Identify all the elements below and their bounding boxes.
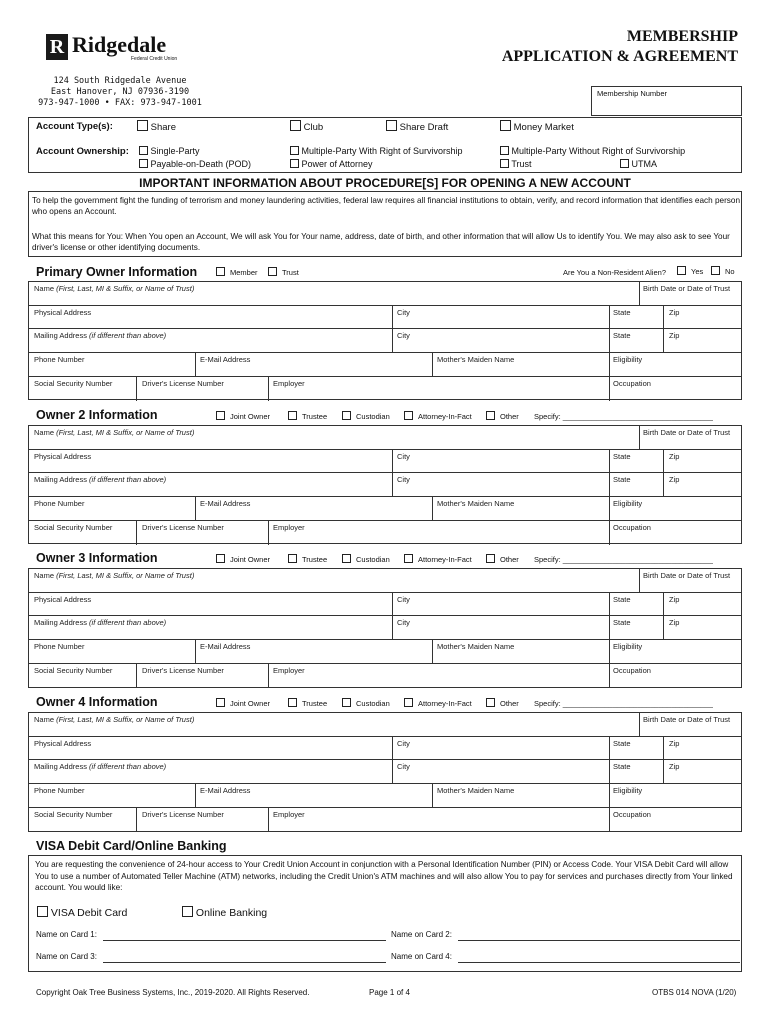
- col-divider: [136, 663, 137, 688]
- col-divider: [392, 736, 393, 783]
- mailing-state-field[interactable]: State: [613, 475, 631, 484]
- owner4-specify[interactable]: Specify: ____________________________________: [534, 699, 713, 708]
- checkbox[interactable]: [342, 698, 351, 707]
- col-divider: [432, 352, 433, 376]
- drivers-license-field[interactable]: Driver's License Number: [142, 379, 224, 388]
- drivers-license-field[interactable]: Driver's License Number: [142, 810, 224, 819]
- col-divider: [136, 807, 137, 832]
- mailing-state-field[interactable]: State: [613, 618, 631, 627]
- row-divider: [29, 736, 741, 737]
- important-heading: IMPORTANT INFORMATION ABOUT PROCEDURE[S] FOR OPENING A NEW ACCOUNT: [139, 176, 631, 190]
- checkbox[interactable]: [268, 267, 277, 276]
- physical-address-field[interactable]: Physical Address: [34, 308, 92, 317]
- account-type-label: Account Type(s):: [36, 121, 113, 132]
- col-divider: [663, 592, 664, 639]
- owner4-title: Owner 4 Information: [36, 695, 158, 709]
- col-divider: [663, 449, 664, 496]
- mailing-address-field[interactable]: [34, 331, 166, 340]
- checkbox[interactable]: [486, 698, 495, 707]
- zip-field[interactable]: Zip: [669, 595, 680, 604]
- option-label: Attorney-In-Fact: [418, 699, 472, 708]
- option-label: No: [725, 267, 735, 276]
- option-label: Power of Attorney: [301, 159, 373, 169]
- employer-field[interactable]: Employer: [273, 379, 305, 388]
- employer-field[interactable]: Employer: [273, 666, 305, 675]
- col-divider: [663, 736, 664, 783]
- form-title-line1: MEMBERSHIP: [626, 28, 738, 45]
- zip-field[interactable]: Zip: [669, 739, 680, 748]
- ssn-field[interactable]: Social Security Number: [34, 379, 113, 388]
- drivers-license-field[interactable]: Driver's License Number: [142, 666, 224, 675]
- option-label: Trust: [282, 268, 299, 277]
- checkbox[interactable]: [500, 120, 511, 131]
- field-label: Name: [34, 571, 57, 580]
- option-label: Custodian: [356, 555, 390, 564]
- field-label-note: (First, Last, MI & Suffix, or Name of Trust): [56, 715, 195, 724]
- primary-owner-block: [28, 281, 742, 400]
- card2-label: Name on Card 2:: [391, 930, 452, 939]
- owner4-block: [28, 712, 742, 832]
- row-divider: [29, 305, 741, 306]
- birth-date-field[interactable]: Birth Date or Date of Trust: [643, 284, 731, 293]
- col-divider: [392, 449, 393, 496]
- zip-field[interactable]: Zip: [669, 452, 680, 461]
- account-type-money-market[interactable]: [500, 120, 574, 133]
- employer-field[interactable]: Employer: [273, 523, 305, 532]
- eligibility-field[interactable]: Eligibility: [613, 786, 643, 795]
- state-field[interactable]: State: [613, 595, 631, 604]
- address-city: East Hanover, NJ 07936-3190: [50, 87, 190, 97]
- checkbox[interactable]: [404, 698, 413, 707]
- mailing-city-field[interactable]: City: [397, 618, 410, 627]
- option-label: VISA Debit Card: [50, 907, 128, 919]
- phone-field[interactable]: Phone Number: [34, 355, 85, 364]
- physical-address-field[interactable]: Physical Address: [34, 739, 92, 748]
- checkbox[interactable]: [139, 159, 148, 168]
- row-divider: [29, 449, 741, 450]
- address-phone: 973-947-1000 • FAX: 973-947-1001: [38, 98, 202, 108]
- ssn-field[interactable]: Social Security Number: [34, 666, 113, 675]
- eligibility-field[interactable]: Eligibility: [613, 642, 643, 651]
- checkbox[interactable]: [137, 120, 148, 131]
- brand-name: Ridgedale: [72, 32, 167, 57]
- row-divider: [29, 639, 741, 640]
- checkbox[interactable]: [216, 267, 225, 276]
- ownership-poa[interactable]: [290, 159, 373, 169]
- option-label: Trustee: [302, 555, 328, 564]
- footer-code: OTBS 014 NOVA (1/20): [652, 988, 737, 997]
- alien-yes[interactable]: [677, 266, 703, 276]
- col-divider: [268, 520, 269, 545]
- account-type-share[interactable]: [137, 120, 176, 133]
- owner3-custodian[interactable]: [342, 554, 390, 564]
- maiden-name-field[interactable]: Mother's Maiden Name: [437, 499, 515, 508]
- primary-member-option[interactable]: [216, 267, 258, 277]
- mailing-city-field[interactable]: City: [397, 762, 410, 771]
- ssn-field[interactable]: Social Security Number: [34, 810, 113, 819]
- card4-label: Name on Card 4:: [391, 952, 452, 961]
- field-label-note: (if different than above): [89, 618, 167, 627]
- checkbox[interactable]: [37, 906, 48, 917]
- row-divider: [29, 328, 741, 329]
- option-label: Attorney-In-Fact: [418, 555, 472, 564]
- field-label-note: (if different than above): [89, 331, 167, 340]
- ownership-pod[interactable]: [139, 159, 251, 169]
- owner2-title: Owner 2 Information: [36, 408, 158, 422]
- checkbox[interactable]: [404, 411, 413, 420]
- owner4-other[interactable]: [486, 698, 519, 708]
- option-label: Joint Owner: [230, 699, 271, 708]
- phone-field[interactable]: Phone Number: [34, 642, 85, 651]
- visa-debit-option[interactable]: [37, 906, 127, 919]
- option-label: Money Market: [513, 122, 574, 133]
- checkbox[interactable]: [620, 159, 629, 168]
- physical-address-field[interactable]: Physical Address: [34, 452, 92, 461]
- ownership-multi-without[interactable]: [500, 146, 685, 156]
- visa-title: VISA Debit Card/Online Banking: [36, 839, 227, 853]
- option-label: Trust: [511, 159, 532, 169]
- card1-label: Name on Card 1:: [36, 930, 97, 939]
- form-title-line2: APPLICATION & AGREEMENT: [501, 48, 738, 65]
- field-label: Mailing Address: [34, 618, 90, 627]
- occupation-field[interactable]: Occupation: [613, 666, 651, 675]
- checkbox[interactable]: [486, 411, 495, 420]
- row-divider: [29, 592, 741, 593]
- drivers-license-field[interactable]: Driver's License Number: [142, 523, 224, 532]
- checkbox[interactable]: [677, 266, 686, 275]
- checkbox[interactable]: [342, 554, 351, 563]
- membership-number-field[interactable]: [591, 86, 742, 116]
- option-label: Payable-on-Death (POD): [150, 159, 252, 169]
- owner3-attorney[interactable]: [404, 554, 472, 564]
- mailing-city-field[interactable]: City: [397, 475, 410, 484]
- important-para1: To help the government fight the funding of terrorism and money laundering activities, federal law requires all financial institutions to obtain, verify, and record information that identifies each person who opens an Account.: [32, 196, 741, 216]
- city-field[interactable]: City: [397, 739, 410, 748]
- row-divider: [29, 496, 741, 497]
- checkbox[interactable]: [288, 554, 297, 563]
- option-label: Share: [150, 122, 176, 133]
- email-field[interactable]: E-Mail Address: [200, 786, 251, 795]
- birth-date-field[interactable]: Birth Date or Date of Trust: [643, 715, 731, 724]
- checkbox[interactable]: [288, 698, 297, 707]
- option-label: Trustee: [302, 699, 328, 708]
- occupation-field[interactable]: Occupation: [613, 810, 651, 819]
- owner2-joint[interactable]: [216, 411, 270, 421]
- owner4-joint[interactable]: [216, 698, 270, 708]
- owner2-block: [28, 425, 742, 544]
- col-divider: [268, 807, 269, 832]
- row-divider: [29, 783, 741, 784]
- ownership-single[interactable]: [139, 146, 200, 156]
- option-label: Trustee: [302, 412, 328, 421]
- col-divider: [268, 663, 269, 688]
- col-divider: [609, 305, 610, 401]
- account-type-club[interactable]: [290, 120, 323, 133]
- card3-field[interactable]: [103, 962, 386, 963]
- col-divider: [195, 352, 196, 376]
- brand-logo: [46, 34, 186, 64]
- checkbox[interactable]: [139, 146, 148, 155]
- card1-field[interactable]: [103, 940, 386, 941]
- checkbox[interactable]: [290, 159, 299, 168]
- state-field[interactable]: State: [613, 308, 631, 317]
- mailing-zip-field[interactable]: Zip: [669, 475, 680, 484]
- mailing-state-field[interactable]: State: [613, 762, 631, 771]
- field-label-note: (First, Last, MI & Suffix, or Name of Trust): [56, 571, 195, 580]
- important-para2: What this means for You: When You open an Account, We will ask You for Your name, address, date of birth, and other information that will allow Us to identify You. We may also ask to see Your driver's license or other identifying documents.: [32, 232, 730, 252]
- card2-field[interactable]: [458, 940, 740, 941]
- row-divider: [29, 759, 741, 760]
- mailing-zip-field[interactable]: Zip: [669, 331, 680, 340]
- col-divider: [609, 592, 610, 688]
- card4-field[interactable]: [458, 962, 740, 963]
- eligibility-field[interactable]: Eligibility: [613, 499, 643, 508]
- option-label: Other: [500, 412, 519, 421]
- mailing-state-field[interactable]: State: [613, 331, 631, 340]
- owner2-specify[interactable]: Specify: ____________________________________: [534, 412, 713, 421]
- checkbox[interactable]: [711, 266, 720, 275]
- brand-subtitle: Federal Credit Union: [131, 56, 178, 62]
- footer-copyright: Copyright Oak Tree Business Systems, Inc., 2019-2020. All Rights Reserved.: [36, 988, 310, 997]
- owner4-custodian[interactable]: [342, 698, 390, 708]
- non-resident-alien-question: Are You a Non-Resident Alien?: [563, 268, 666, 277]
- checkbox[interactable]: [386, 120, 397, 131]
- name-field[interactable]: [34, 428, 194, 437]
- option-label: Other: [500, 699, 519, 708]
- option-label: Joint Owner: [230, 555, 271, 564]
- col-divider: [136, 376, 137, 401]
- city-field[interactable]: City: [397, 595, 410, 604]
- col-divider: [195, 496, 196, 520]
- option-label: Custodian: [356, 412, 390, 421]
- owner2-custodian[interactable]: [342, 411, 390, 421]
- option-label: Club: [303, 122, 324, 133]
- col-divider: [136, 520, 137, 545]
- phone-field[interactable]: Phone Number: [34, 786, 85, 795]
- option-label: Single-Party: [150, 146, 200, 156]
- checkbox[interactable]: [290, 120, 301, 131]
- address-street: 124 South Ridgedale Avenue: [53, 76, 187, 86]
- col-divider: [639, 569, 640, 592]
- option-label: Custodian: [356, 699, 390, 708]
- owner3-joint[interactable]: [216, 554, 270, 564]
- option-label: Multiple-Party With Right of Survivorship: [301, 146, 463, 156]
- col-divider: [609, 736, 610, 832]
- city-field[interactable]: City: [397, 308, 410, 317]
- mailing-address-field[interactable]: [34, 762, 166, 771]
- name-field[interactable]: [34, 571, 194, 580]
- option-label: Member: [230, 268, 258, 277]
- mailing-zip-field[interactable]: Zip: [669, 618, 680, 627]
- checkbox[interactable]: [288, 411, 297, 420]
- name-field[interactable]: [34, 715, 194, 724]
- col-divider: [195, 783, 196, 807]
- field-label: Name: [34, 284, 57, 293]
- ownership-label: Account Ownership:: [36, 146, 129, 157]
- cu-address: [20, 76, 220, 109]
- state-field[interactable]: State: [613, 739, 631, 748]
- owner2-attorney[interactable]: [404, 411, 472, 421]
- employer-field[interactable]: Employer: [273, 810, 305, 819]
- mailing-zip-field[interactable]: Zip: [669, 762, 680, 771]
- owner4-attorney[interactable]: [404, 698, 472, 708]
- checkbox[interactable]: [216, 554, 225, 563]
- occupation-field[interactable]: Occupation: [613, 523, 651, 532]
- account-type-share-draft[interactable]: [386, 120, 448, 133]
- checkbox[interactable]: [500, 146, 509, 155]
- online-banking-option[interactable]: [182, 906, 267, 919]
- checkbox[interactable]: [486, 554, 495, 563]
- checkbox[interactable]: [216, 411, 225, 420]
- owner3-title: Owner 3 Information: [36, 551, 158, 565]
- col-divider: [609, 449, 610, 545]
- col-divider: [639, 426, 640, 449]
- membership-number-label: Membership Number: [597, 89, 668, 98]
- city-field[interactable]: City: [397, 452, 410, 461]
- col-divider: [432, 783, 433, 807]
- option-label: Multiple-Party Without Right of Survivorship: [511, 146, 686, 156]
- field-label: Mailing Address: [34, 331, 90, 340]
- visa-para: You are requesting the convenience of 24-hour access to Your Credit Union Account in conjunction with a Personal Identification Number (PIN) or Access Code. Your VISA Debit Card will allow You to use a number of Automated Teller Machine (ATM) networks, including the Credit Union's ATM machines and will also allow You to pay for services and purchases directly from Your linked account. You would like:: [35, 860, 733, 892]
- field-label-note: (First, Last, MI & Suffix, or Name of Trust): [56, 428, 195, 437]
- option-label: Share Draft: [399, 122, 449, 133]
- zip-field[interactable]: Zip: [669, 308, 680, 317]
- owner2-other[interactable]: [486, 411, 519, 421]
- card3-label: Name on Card 3:: [36, 952, 97, 961]
- email-field[interactable]: E-Mail Address: [200, 355, 251, 364]
- col-divider: [392, 305, 393, 352]
- alien-no[interactable]: [711, 266, 735, 276]
- email-field[interactable]: E-Mail Address: [200, 642, 251, 651]
- owner3-specify[interactable]: Specify: ____________________________________: [534, 555, 713, 564]
- field-label: Mailing Address: [34, 762, 90, 771]
- checkbox[interactable]: [342, 411, 351, 420]
- birth-date-field[interactable]: Birth Date or Date of Trust: [643, 428, 731, 437]
- name-field[interactable]: [34, 284, 194, 293]
- primary-owner-title: Primary Owner Information: [36, 265, 198, 279]
- logo-mark: R: [46, 34, 68, 60]
- ownership-utma[interactable]: [620, 159, 657, 169]
- checkbox[interactable]: [404, 554, 413, 563]
- mailing-address-field[interactable]: [34, 475, 166, 484]
- checkbox[interactable]: [500, 159, 509, 168]
- birth-date-field[interactable]: Birth Date or Date of Trust: [643, 571, 731, 580]
- col-divider: [195, 639, 196, 663]
- col-divider: [663, 305, 664, 352]
- owner3-block: [28, 568, 742, 688]
- col-divider: [639, 713, 640, 736]
- ssn-field[interactable]: Social Security Number: [34, 523, 113, 532]
- col-divider: [432, 639, 433, 663]
- checkbox[interactable]: [216, 698, 225, 707]
- occupation-field[interactable]: Occupation: [613, 379, 651, 388]
- option-label: Other: [500, 555, 519, 564]
- primary-trust-option[interactable]: [268, 267, 299, 277]
- checkbox[interactable]: [290, 146, 299, 155]
- phone-field[interactable]: Phone Number: [34, 499, 85, 508]
- option-label: Yes: [691, 267, 704, 276]
- maiden-name-field[interactable]: Mother's Maiden Name: [437, 786, 515, 795]
- owner4-trustee[interactable]: [288, 698, 327, 708]
- footer-page: Page 1 of 4: [369, 988, 410, 997]
- state-field[interactable]: State: [613, 452, 631, 461]
- option-label: Online Banking: [195, 907, 268, 919]
- col-divider: [432, 496, 433, 520]
- col-divider: [639, 282, 640, 305]
- ownership-trust[interactable]: [500, 159, 532, 169]
- owner2-trustee[interactable]: [288, 411, 327, 421]
- col-divider: [392, 592, 393, 639]
- field-label-note: (if different than above): [89, 475, 167, 484]
- maiden-name-field[interactable]: Mother's Maiden Name: [437, 642, 515, 651]
- field-label: Name: [34, 428, 57, 437]
- row-divider: [29, 615, 741, 616]
- option-label: Attorney-In-Fact: [418, 412, 472, 421]
- owner3-other[interactable]: [486, 554, 519, 564]
- field-label-note: (if different than above): [89, 762, 167, 771]
- ownership-multi-with[interactable]: [290, 146, 463, 156]
- field-label: Mailing Address: [34, 475, 90, 484]
- mailing-address-field[interactable]: [34, 618, 166, 627]
- eligibility-field[interactable]: Eligibility: [613, 355, 643, 364]
- owner3-trustee[interactable]: [288, 554, 327, 564]
- option-label: Joint Owner: [230, 412, 271, 421]
- physical-address-field[interactable]: Physical Address: [34, 595, 92, 604]
- row-divider: [29, 352, 741, 353]
- col-divider: [268, 376, 269, 401]
- field-label: Name: [34, 715, 57, 724]
- row-divider: [29, 472, 741, 473]
- maiden-name-field[interactable]: Mother's Maiden Name: [437, 355, 515, 364]
- checkbox[interactable]: [182, 906, 193, 917]
- field-label-note: (First, Last, MI & Suffix, or Name of Trust): [56, 284, 195, 293]
- option-label: UTMA: [631, 159, 658, 169]
- email-field[interactable]: E-Mail Address: [200, 499, 251, 508]
- mailing-city-field[interactable]: City: [397, 331, 410, 340]
